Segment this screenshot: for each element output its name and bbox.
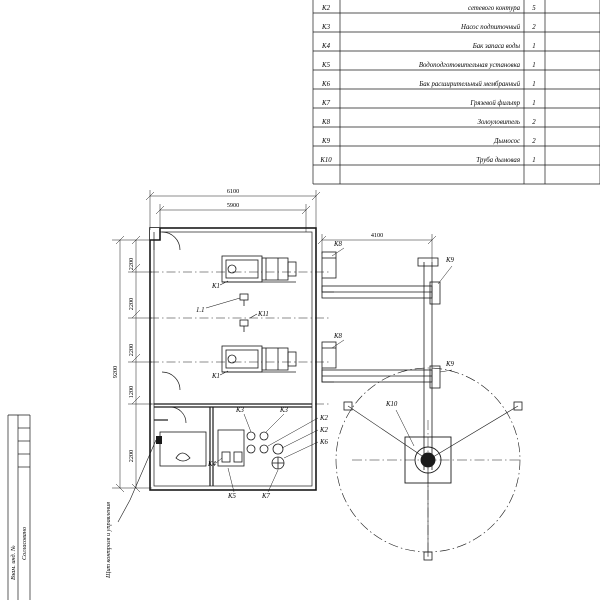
- legend-pos: K9: [322, 138, 330, 145]
- tag-k11: K11: [258, 311, 269, 318]
- legend-qty: 5: [532, 5, 536, 12]
- legend-name: Грязевой фильтр: [470, 100, 520, 107]
- dim-left-total: 9200: [112, 365, 119, 379]
- legend-name: Водоподготовительная установка: [418, 62, 520, 69]
- tag-k7: K7: [262, 493, 270, 500]
- tag-k3-a: K3: [236, 407, 244, 414]
- control-panel-label: Щит контроля и управления: [105, 502, 112, 578]
- legend-qty: 1: [532, 43, 536, 50]
- tag-k4: K4: [208, 461, 216, 468]
- dim-left-seg-3: 2200: [128, 343, 135, 357]
- tag-k5: K5: [228, 493, 236, 500]
- legend-qty: 2: [532, 24, 536, 31]
- legend-qty: 1: [532, 81, 536, 88]
- tag-k1-lower: K1: [212, 373, 220, 380]
- tag-k2: K2: [320, 415, 328, 422]
- dim-left-seg-2: 2200: [128, 297, 135, 311]
- tag-k3-b: K3: [280, 407, 288, 414]
- tag-k9-lower: K9: [446, 361, 454, 368]
- legend-pos: K7: [322, 100, 330, 107]
- legend-row-quantities: [532, 5, 536, 164]
- legend-pos: K8: [322, 119, 330, 126]
- dim-left-seg-5: 2200: [128, 449, 135, 463]
- legend-name: Золоуловитель: [477, 119, 520, 126]
- legend-name: Насос подпиточный: [461, 24, 520, 31]
- legend-name: Бак расширительный мембранный: [419, 81, 520, 88]
- legend-name: Труба дымовая: [476, 157, 520, 164]
- dim-left-seg-4: 1200: [128, 385, 135, 399]
- title-block-vertical-label: Взам. инд. №: [10, 545, 17, 580]
- legend-pos: K5: [322, 62, 330, 69]
- tag-k1-upper: K1: [212, 283, 220, 290]
- dim-left-seg-1: 2200: [128, 257, 135, 271]
- legend-name: Дымосос: [494, 138, 520, 145]
- tag-k8-upper: K8: [334, 241, 342, 248]
- legend-qty: 1: [532, 62, 536, 69]
- legend-name: сетевого контура: [468, 5, 520, 12]
- legend-qty: 1: [532, 157, 536, 164]
- tag-k10: K10: [386, 401, 398, 408]
- title-block-signature-label: Согласовано: [21, 526, 28, 560]
- legend-qty: 2: [532, 138, 536, 145]
- legend-pos: K2: [322, 5, 330, 12]
- legend-qty: 2: [532, 119, 536, 126]
- tag-k9-upper: K9: [446, 257, 454, 264]
- tag-k8-lower: K8: [334, 333, 342, 340]
- legend-pos: K3: [322, 24, 330, 31]
- dim-top-outer: 6100: [226, 188, 240, 195]
- tag-k6: K6: [320, 439, 328, 446]
- legend-pos: K6: [322, 81, 330, 88]
- tag-1-1: 1.1: [196, 307, 205, 314]
- legend-pos: K10: [320, 157, 332, 164]
- tag-k2-dup: K2: [320, 427, 328, 434]
- legend-name: Бак запаса воды: [472, 43, 520, 50]
- legend-pos: K4: [322, 43, 330, 50]
- legend-qty: 1: [532, 100, 536, 107]
- dim-right-span: 4100: [370, 232, 384, 239]
- dim-top-inner: 5900: [226, 202, 240, 209]
